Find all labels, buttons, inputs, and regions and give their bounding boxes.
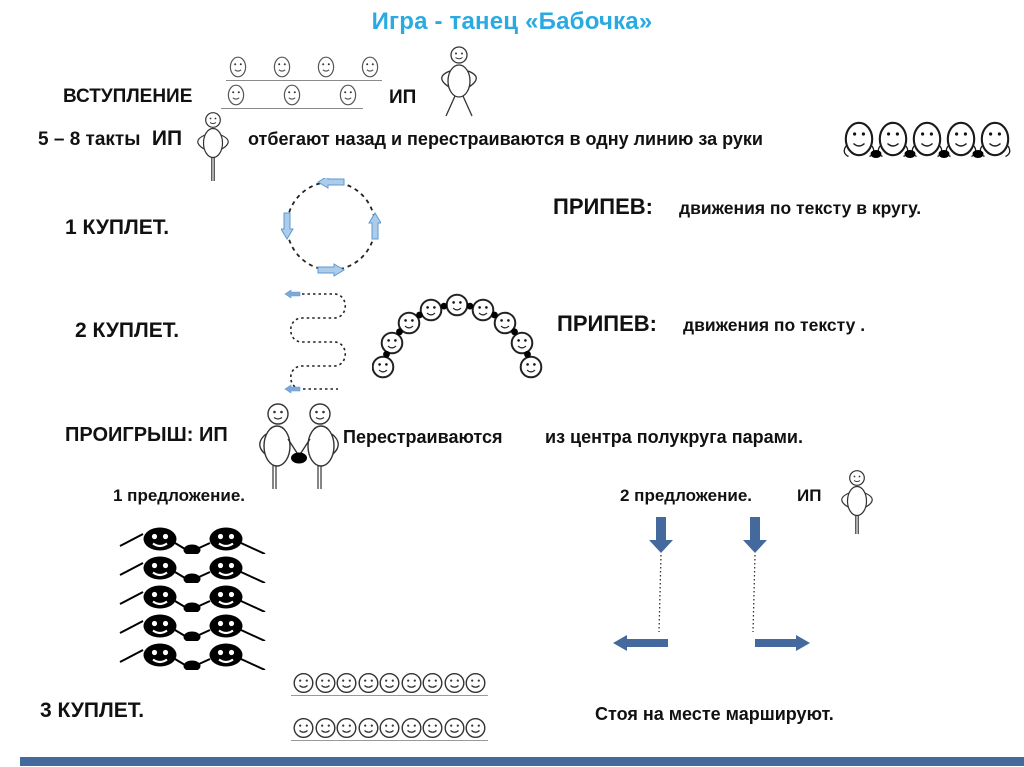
smiley-face-icon <box>465 717 486 739</box>
chorus-text: движения по тексту в кругу. <box>679 198 922 218</box>
smiley-face-icon <box>339 84 357 107</box>
stickman-one-leg-icon <box>832 470 882 536</box>
verse3-smiley-row-1 <box>291 672 488 696</box>
smiley-face-icon <box>336 717 357 739</box>
verse3-label: 3 КУПЛЕТ. <box>40 699 145 722</box>
intro-smiley-row-2 <box>221 84 363 109</box>
smiley-face-icon <box>273 56 291 79</box>
smiley-face-icon <box>227 84 245 107</box>
verse2-chorus-line <box>557 311 865 337</box>
smiley-face-icon <box>336 672 357 694</box>
bars-text: отбегают назад и перестраиваются в одну линию за руки <box>248 129 763 149</box>
smiley-face-icon <box>379 717 400 739</box>
page-title: Игра - танец «Бабочка» <box>371 8 653 35</box>
smiley-face-icon <box>422 672 443 694</box>
intro-smiley-row-1 <box>226 56 382 81</box>
bars-ip-label: ИП <box>151 127 183 150</box>
march-arrows-diagram-icon <box>598 516 815 656</box>
smiley-face-icon <box>444 672 465 694</box>
bars-label-prefix: 5 – 8 такты <box>38 129 141 150</box>
smiley-face-icon <box>229 56 247 79</box>
smiley-face-icon <box>379 672 400 694</box>
smiley-face-icon <box>317 56 335 79</box>
bridge-text-1: Перестраиваются <box>343 427 503 447</box>
black-pair-faces-icon <box>118 584 268 612</box>
chorus-label: ПРИПЕВ: <box>553 194 653 219</box>
bridge-label: ПРОИГРЫШ: ИП <box>65 424 228 446</box>
smiley-face-icon <box>358 717 379 739</box>
chorus-label: ПРИПЕВ: <box>557 311 657 336</box>
smiley-face-icon <box>283 84 301 107</box>
semicircle-faces-icon <box>372 292 544 384</box>
phrase-ip-label: ИП <box>797 486 822 505</box>
verse3-text: Стоя на месте маршируют. <box>595 704 834 724</box>
bars-label <box>38 127 182 151</box>
pairs-block <box>118 526 268 670</box>
black-pair-faces-icon <box>118 555 268 583</box>
smiley-face-icon <box>422 717 443 739</box>
smiley-face-icon <box>293 672 314 694</box>
smiley-face-icon <box>293 717 314 739</box>
serpentine-path-icon <box>282 288 364 398</box>
phrase2-label: 2 предложение. <box>620 486 752 505</box>
verse2-label: 2 КУПЛЕТ. <box>75 319 180 342</box>
intro-ip-label: ИП <box>389 87 417 108</box>
smiley-face-icon <box>315 717 336 739</box>
stickman-arms-akimbo-icon <box>432 46 487 118</box>
bridge-text-2: из центра полукруга парами. <box>545 427 803 447</box>
smiley-face-icon <box>401 672 422 694</box>
smiley-face-icon <box>358 672 379 694</box>
black-pair-faces-icon <box>118 642 268 670</box>
footer-bar <box>20 757 1024 766</box>
verse3-smiley-row-2 <box>291 717 488 741</box>
phrase1-label: 1 предложение. <box>113 486 245 505</box>
smiley-face-icon <box>401 717 422 739</box>
smiley-face-icon <box>361 56 379 79</box>
circle-dance-diagram-icon <box>281 178 381 278</box>
smiley-face-icon <box>315 672 336 694</box>
verse1-label: 1 КУПЛЕТ. <box>65 216 170 239</box>
verse1-chorus-line <box>553 194 921 220</box>
smiley-face-icon <box>444 717 465 739</box>
black-pair-faces-icon <box>118 613 268 641</box>
chorus-text: движения по тексту . <box>683 315 866 335</box>
stickman-one-leg-icon <box>190 112 236 182</box>
smiley-face-icon <box>465 672 486 694</box>
black-pair-faces-icon <box>118 526 268 554</box>
pair-stickmen-holding-hands-icon <box>252 402 347 490</box>
linked-faces-line-icon <box>838 118 1016 164</box>
intro-label: ВСТУПЛЕНИЕ <box>63 86 193 107</box>
